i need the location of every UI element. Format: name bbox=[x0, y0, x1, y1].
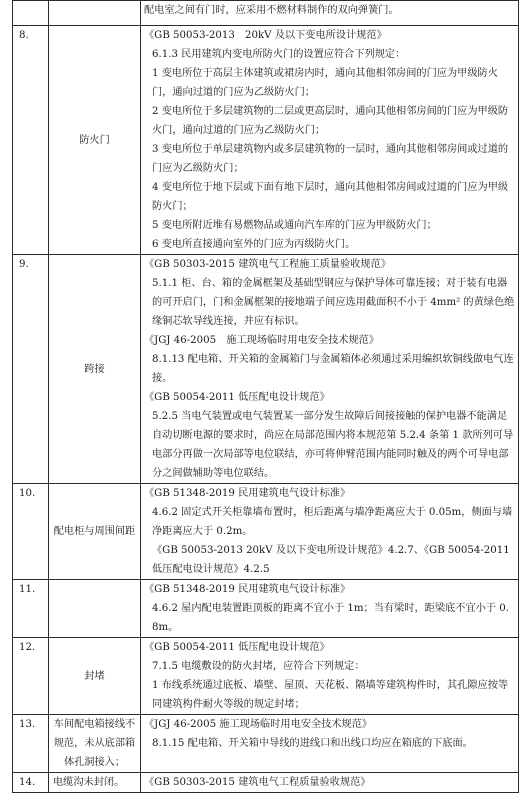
row-item: 防火门 bbox=[49, 26, 141, 255]
row-content bbox=[141, 773, 519, 793]
table-row bbox=[13, 638, 519, 715]
content-line: 《GB 51348-2019 民用建筑电气设计标准》 bbox=[144, 488, 351, 499]
row-number: 11. bbox=[13, 580, 49, 638]
row-number bbox=[13, 1, 49, 26]
row-item: 车间配电箱接线不规范，未从底部箱体孔洞接入； bbox=[49, 715, 141, 773]
table-row bbox=[13, 580, 519, 638]
content-line: 《GB 51348-2019 民用建筑电气设计标准》 bbox=[144, 584, 351, 595]
content-line: 配电室之间有门时，应采用不燃材料制作的双向弹簧门。 bbox=[144, 5, 399, 16]
table-row bbox=[13, 773, 519, 793]
content-line: 《GB 50053-2013 20kV 及以下变电所设计规范》 bbox=[144, 30, 387, 41]
row-item: 封堵 bbox=[49, 638, 141, 715]
row-number: 14. bbox=[13, 773, 49, 793]
content-line: 6.1.3 民用建筑内变电所防火门的设置应符合下列规定： bbox=[152, 49, 406, 60]
content-line: 8.1.13 配电箱、开关箱的金属箱门与金属箱体必须通过采用编织软铜线做电气连接。 bbox=[152, 354, 514, 384]
content-line: 4.6.2 固定式开关柜靠墙布置时，柜后距离与墙净距离应大于 0.05m，侧面与墙净距离应大于 0.2m。 bbox=[152, 507, 513, 537]
content-line: 6 变电所直接通向室外的门应为丙级防火门。 bbox=[152, 239, 356, 250]
table-row bbox=[13, 715, 519, 773]
table-row bbox=[13, 26, 519, 255]
content-line: 《JGJ 46-2005 施工现场临时用电安全技术规范》 bbox=[144, 335, 380, 346]
content-line: 《GB 50053-2013 20kV 及以下变电所设计规范》4.2.7、《GB 50054-2011 低压配电设计规范》4.2.5 bbox=[152, 545, 510, 575]
content-line: 《JGJ 46-2005 施工现场临时用电安全技术规范》 bbox=[144, 719, 373, 730]
content-line: 5.1.1 柜、台、箱的金属框架及基础型钢应与保护导体可靠连接；对于装有电器的可开启门，门和金属框架的接地端子间应选用截面积不小于 4mm² 的黄绿色绝缘铜芯软导线连接，并应有标识。 bbox=[152, 278, 515, 327]
row-number: 10. bbox=[13, 484, 49, 580]
row-number: 12. bbox=[13, 638, 49, 715]
row-item bbox=[49, 580, 141, 638]
table-row bbox=[13, 255, 519, 484]
row-content bbox=[141, 580, 519, 638]
content-line: 《GB 50054-2011 低压配电设计规范》 bbox=[144, 642, 330, 653]
row-item: 配电柜与周围间距 bbox=[49, 484, 141, 580]
row-content bbox=[141, 1, 519, 26]
row-item bbox=[49, 1, 141, 26]
row-content bbox=[141, 715, 519, 773]
content-line: 4.6.2 屋内配电装置距顶板的距离不宜小于 1m；当有梁时，距梁底不宜小于 0.8m。 bbox=[152, 603, 509, 633]
row-number: 8. bbox=[13, 26, 49, 255]
row-content bbox=[141, 26, 519, 255]
row-number: 9. bbox=[13, 255, 49, 484]
content-line: 《GB 50303-2015 建筑电气工程质量验收规范》 bbox=[144, 777, 371, 788]
row-number: 13. bbox=[13, 715, 49, 773]
row-content bbox=[141, 255, 519, 484]
content-line: 7.1.5 电缆敷设的防火封堵，应符合下列规定： bbox=[152, 661, 365, 672]
standards-table bbox=[12, 0, 519, 793]
table-row bbox=[13, 1, 519, 26]
content-line: 8.1.15 配电箱、开关箱中导线的进线口和出线口均应在箱底的下底面。 bbox=[152, 738, 473, 749]
row-item: 电缆沟未封闭。 bbox=[49, 773, 141, 793]
content-line: 3 变电所位于单层建筑物内或多层建筑物的一层时，通向其他相邻房间或过道的门应为乙级防火门； bbox=[152, 144, 509, 174]
content-line: 2 变电所位于多层建筑物的二层或更高层时，通向其他相邻房间的门应为甲级防火门，通向过道的门应为乙级防火门； bbox=[152, 106, 509, 136]
row-content bbox=[141, 638, 519, 715]
row-content bbox=[141, 484, 519, 580]
content-line: 5 变电所附近堆有易燃物品或通向汽车库的门应为甲级防火门； bbox=[152, 220, 437, 231]
content-line: 《GB 50054-2011 低压配电设计规范》 bbox=[144, 392, 330, 403]
content-line: 5.2.5 当电气装置或电气装置某一部分发生故障后间接接触的保护电器不能满足自动切断电源的要求时，尚应在局部范围内将本规范第 5.2.4 条第 1 款所列可导电部分再做一次局部等电位联结，亦可将伸臂范围内能同时触及的两个可导电部分之间做辅助等电位联结。 bbox=[152, 411, 514, 479]
table-row bbox=[13, 484, 519, 580]
content-line: 1 布线系统通过底板、墙壁、屋顶、天花板、隔墙等建筑构件时，其孔隙应按等同建筑构件耐火等级的规定封堵； bbox=[152, 680, 509, 710]
content-line: 《GB 50303-2015 建筑电气工程施工质量验收规范》 bbox=[144, 259, 391, 270]
content-line: 4 变电所位于地下层或下面有地下层时，通向其他相邻房间或过道的门应为甲级防火门； bbox=[152, 182, 509, 212]
row-item: 跨接 bbox=[49, 255, 141, 484]
content-line: 1 变电所位于高层主体建筑或裙房内时，通向其他相邻房间的门应为甲级防火门，通向过道的门应为乙级防火门； bbox=[152, 68, 498, 98]
